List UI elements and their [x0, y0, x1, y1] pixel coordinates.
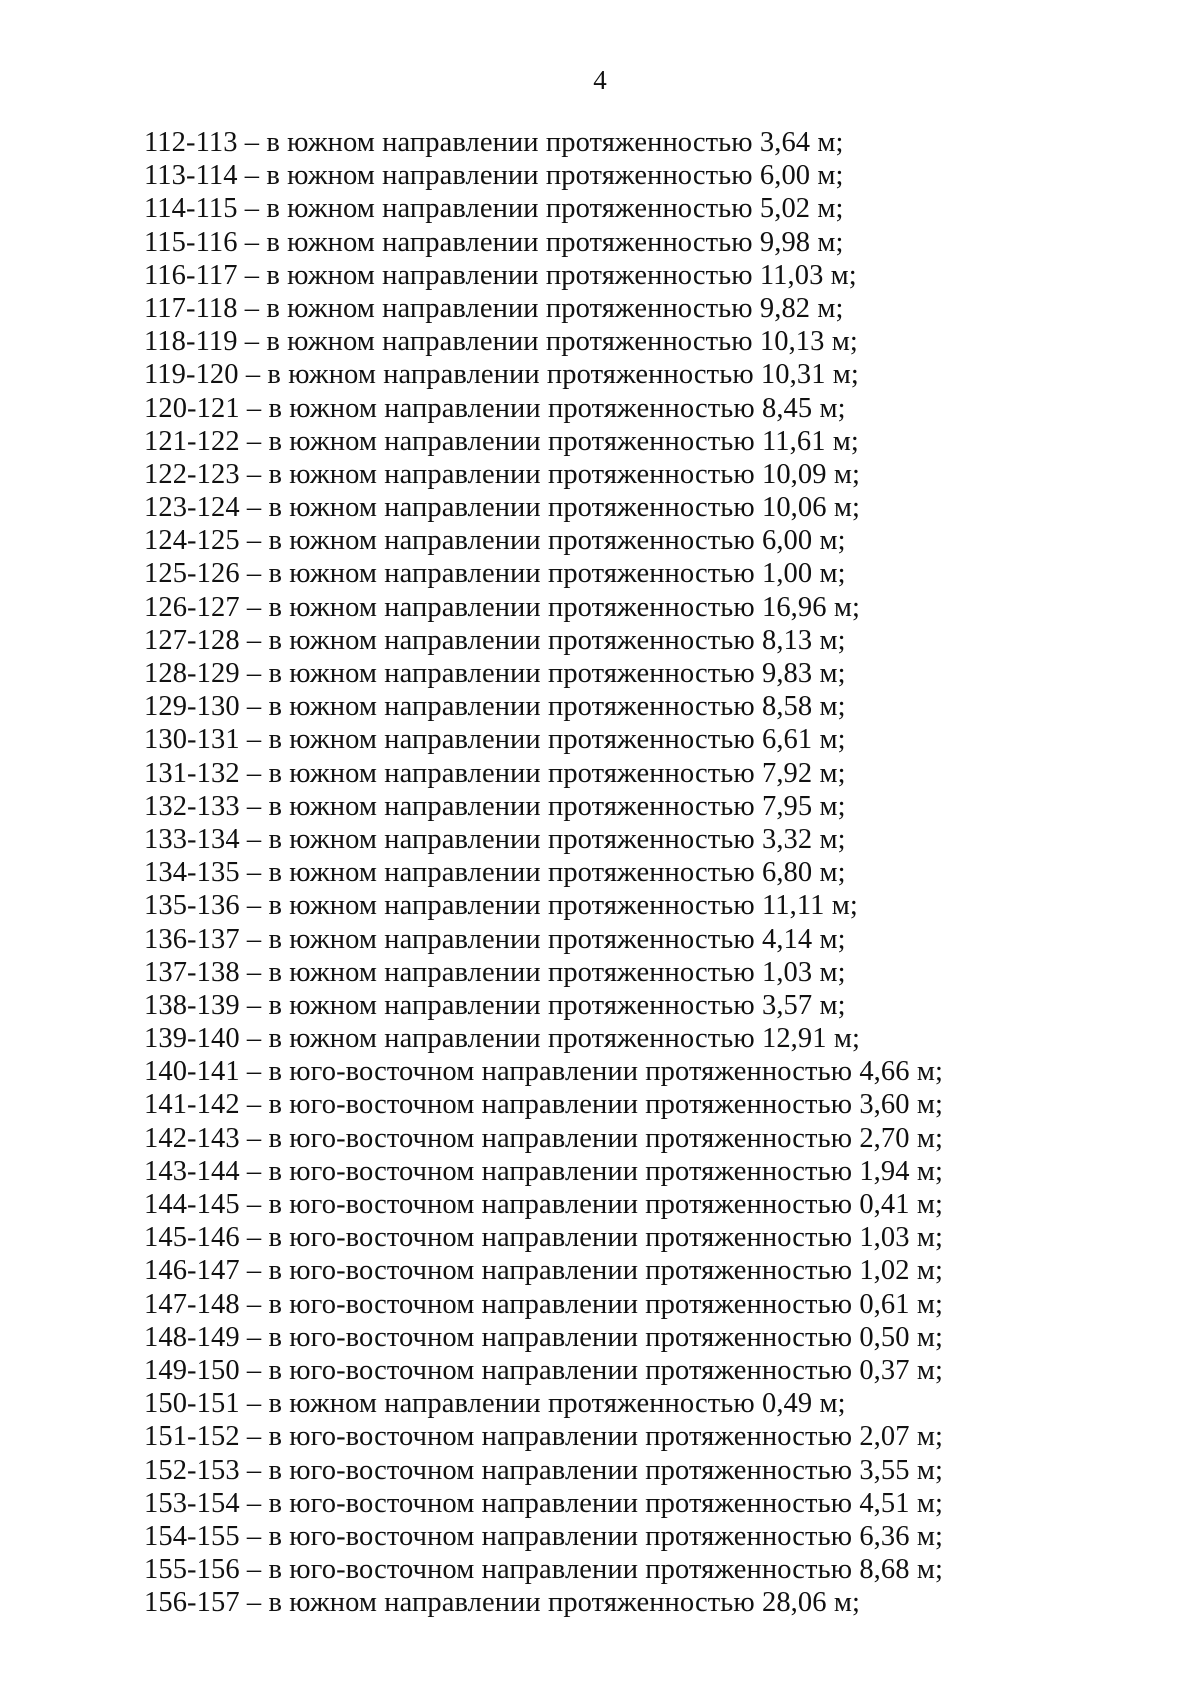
segment-line: 126-127 – в южном направлении протяженностью 16,96 м;	[144, 591, 860, 623]
segment-line: 153-154 – в юго-восточном направлении протяженностью 4,51 м;	[144, 1487, 943, 1519]
segment-line: 115-116 – в южном направлении протяженностью 9,98 м;	[144, 226, 844, 258]
segment-list	[144, 126, 1154, 1619]
segment-line: 120-121 – в южном направлении протяженностью 8,45 м;	[144, 392, 846, 424]
segment-line: 114-115 – в южном направлении протяженностью 5,02 м;	[144, 193, 844, 225]
segment-line: 122-123 – в южном направлении протяженностью 10,09 м;	[144, 458, 860, 490]
page-number: 4	[593, 65, 607, 95]
segment-line: 147-148 – в юго-восточном направлении протяженностью 0,61 м;	[144, 1288, 943, 1320]
segment-line: 125-126 – в южном направлении протяженностью 1,00 м;	[144, 558, 846, 590]
segment-line: 150-151 – в южном направлении протяженностью 0,49 м;	[144, 1388, 846, 1420]
segment-line: 148-149 – в юго-восточном направлении протяженностью 0,50 м;	[144, 1321, 943, 1353]
segment-line: 119-120 – в южном направлении протяженностью 10,31 м;	[144, 359, 859, 391]
segment-line: 142-143 – в юго-восточном направлении протяженностью 2,70 м;	[144, 1122, 943, 1154]
segment-line: 139-140 – в южном направлении протяженностью 12,91 м;	[144, 1023, 860, 1055]
segment-line: 131-132 – в южном направлении протяженностью 7,92 м;	[144, 757, 846, 789]
segment-line: 134-135 – в южном направлении протяженностью 6,80 м;	[144, 857, 846, 889]
segment-line: 133-134 – в южном направлении протяженностью 3,32 м;	[144, 823, 846, 855]
segment-line: 118-119 – в южном направлении протяженностью 10,13 м;	[144, 326, 858, 358]
segment-line: 129-130 – в южном направлении протяженностью 8,58 м;	[144, 691, 846, 723]
segment-line: 144-145 – в юго-восточном направлении протяженностью 0,41 м;	[144, 1189, 943, 1220]
segment-line: 135-136 – в южном направлении протяженностью 11,11 м;	[144, 890, 858, 922]
segment-line: 137-138 – в южном направлении протяженностью 1,03 м;	[144, 956, 846, 988]
segment-line: 128-129 – в южном направлении протяженностью 9,83 м;	[144, 658, 846, 689]
segment-line: 130-131 – в южном направлении протяженностью 6,61 м;	[144, 724, 846, 756]
segment-line: 145-146 – в юго-восточном направлении протяженностью 1,03 м;	[144, 1222, 943, 1254]
segment-line: 127-128 – в южном направлении протяженностью 8,13 м;	[144, 624, 846, 656]
segment-line: 121-122 – в южном направлении протяженностью 11,61 м;	[144, 425, 859, 457]
segment-line: 117-118 – в южном направлении протяженностью 9,82 м;	[144, 292, 844, 324]
segment-line: 155-156 – в юго-восточном направлении протяженностью 8,68 м;	[144, 1554, 943, 1586]
segment-line: 149-150 – в юго-восточном направлении протяженностью 0,37 м;	[144, 1354, 943, 1386]
segment-line: 132-133 – в южном направлении протяженностью 7,95 м;	[144, 790, 846, 822]
segment-line: 113-114 – в южном направлении протяженностью 6,00 м;	[144, 160, 844, 192]
segment-line: 140-141 – в юго-восточном направлении протяженностью 4,66 м;	[144, 1056, 943, 1088]
segment-line: 138-139 – в южном направлении протяженностью 3,57 м;	[144, 989, 846, 1021]
segment-line: 116-117 – в южном направлении протяженностью 11,03 м;	[144, 259, 857, 291]
segment-line: 136-137 – в южном направлении протяженностью 4,14 м;	[144, 923, 846, 955]
segment-line: 124-125 – в южном направлении протяженностью 6,00 м;	[144, 525, 846, 557]
segment-line: 146-147 – в юго-восточном направлении протяженностью 1,02 м;	[144, 1255, 943, 1287]
segment-line: 123-124 – в южном направлении протяженностью 10,06 м;	[144, 492, 860, 524]
segment-line: 112-113 – в южном направлении протяженностью 3,64 м;	[144, 127, 844, 158]
segment-line: 141-142 – в юго-восточном направлении протяженностью 3,60 м;	[144, 1089, 943, 1121]
segment-line: 156-157 – в южном направлении протяженностью 28,06 м;	[144, 1587, 860, 1619]
segment-line: 143-144 – в юго-восточном направлении протяженностью 1,94 м;	[144, 1155, 943, 1187]
segment-line: 151-152 – в юго-восточном направлении протяженностью 2,07 м;	[144, 1421, 943, 1453]
segment-line: 152-153 – в юго-восточном направлении протяженностью 3,55 м;	[144, 1454, 943, 1486]
segment-line: 154-155 – в юго-восточном направлении протяженностью 6,36 м;	[144, 1520, 943, 1552]
